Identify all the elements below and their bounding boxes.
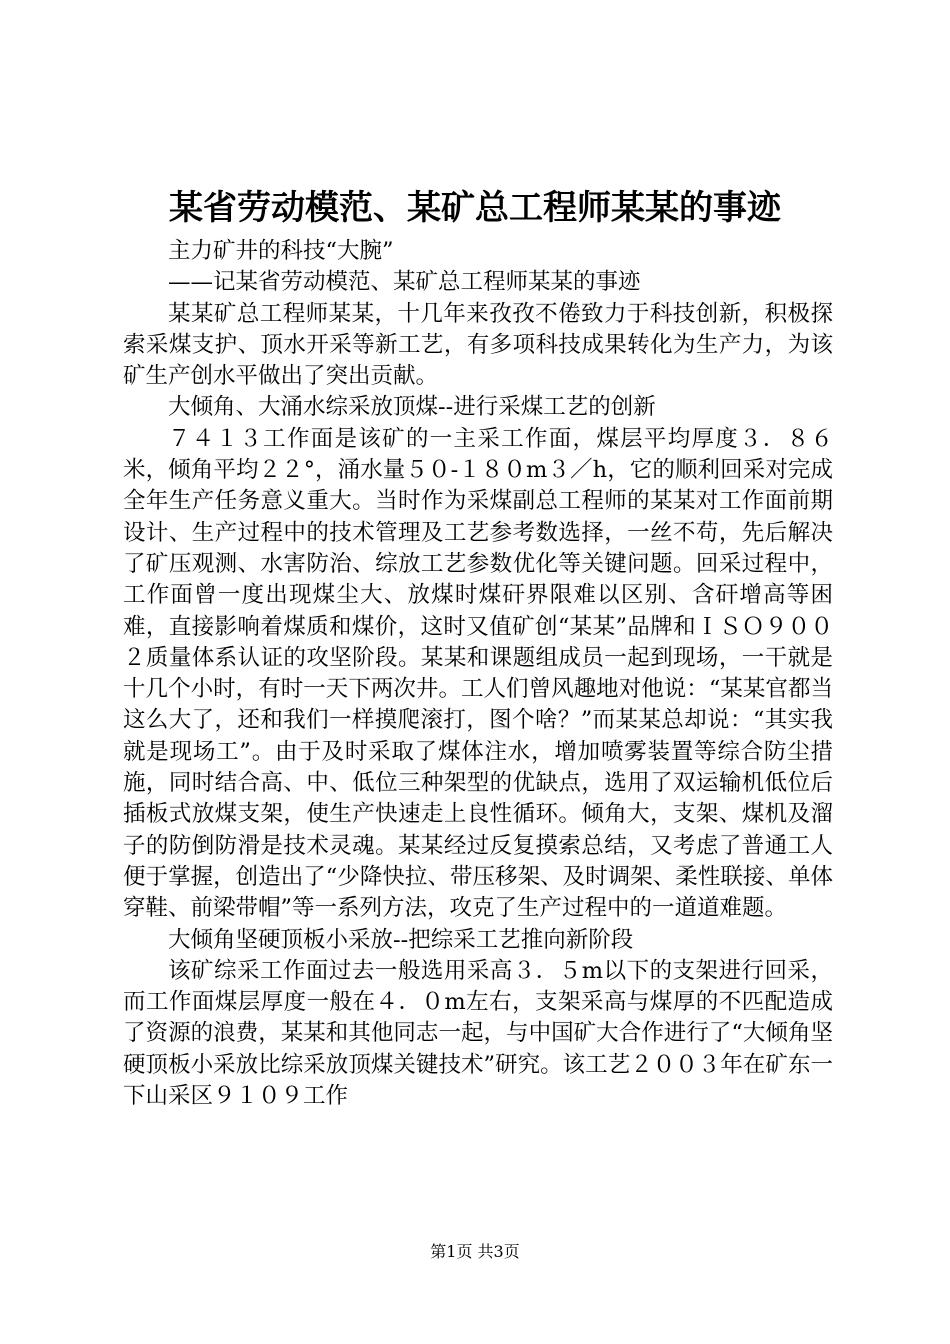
- intro-paragraph: 某某矿总工程师某某，十几年来孜孜不倦致力于科技创新，积极探索采煤支护、顶水开采等新工艺，有多项科技成果转化为生产力，为该矿生产创水平做出了突出贡献。: [123, 300, 833, 390]
- section-2-paragraph: 该矿综采工作面过去一般选用采高３．５m以下的支架进行回采，而工作面煤层厚度一般在４．０m左右，支架采高与煤厚的不匹配造成了资源的浪费，某某和其他同志一起，与中国矿大合作进行了“大倾角坚硬顶板小采放比综采放顶煤关键技术”研究。该工艺２００３年在矿东一下山采区９１０９工作: [123, 957, 833, 1110]
- document-title: 某省劳动模范、某矿总工程师某某的事迹: [169, 188, 781, 228]
- section-heading-2: 大倾角坚硬顶板小采放--把综采工艺推向新阶段: [168, 926, 634, 953]
- subtitle-byline: ——记某省劳动模范、某矿总工程师某某的事迹: [168, 269, 641, 296]
- subtitle-heading: 主力矿井的科技“大腕”: [168, 238, 394, 264]
- section-heading-1: 大倾角、大涌水综采放顶煤--进行采煤工艺的创新: [168, 394, 656, 421]
- section-1-paragraph: ７４１３工作面是该矿的一主采工作面，煤层平均厚度３．８６米，倾角平均２２°，涌水量５０-１８０m３／h，它的顺利回采对完成全年生产任务意义重大。当时作为采煤副总工程师的某某对工作面前期设计、生产过程中的技术管理及工艺参考数选择，一丝不苟，先后解决了矿压观测、水害防治、综放工艺参数优化等关键问题。回采过程中，工作面曾一度出现煤尘大、放煤时煤矸界限难以区别、含矸增高等困难，直接影响着煤质和煤价，这时又值矿创“某某”品牌和ＩＳＯ９００２质量体系认证的攻坚阶段。某某和课题组成员一起到现场，一干就是十几个小时，有时一天下两次井。工人们曾风趣地对他说：“某某官都当这么大了，还和我们一样摸爬滚打，图个啥？”而某某总却说：“其实我就是现场工”。由于及时采取了煤体注水，增加喷雾装置等综合防尘措施，同时结合高、中、低位三种架型的优缺点，选用了双运输机低位后插板式放煤支架，使生产快速走上良性循环。倾角大，支架、煤机及溜子的防倒防滑是技术灵魂。某某经过反复摸索总结，又考虑了普通工人便于掌握，创造出了“少降快拉、带压移架、及时调架、柔性联接、单体穿鞋、前梁带帽”等一系列方法，攻克了生产过程中的一道道难题。: [123, 425, 833, 922]
- document-body: [123, 236, 833, 1112]
- page-footer: 第1页 共3页: [430, 1242, 520, 1261]
